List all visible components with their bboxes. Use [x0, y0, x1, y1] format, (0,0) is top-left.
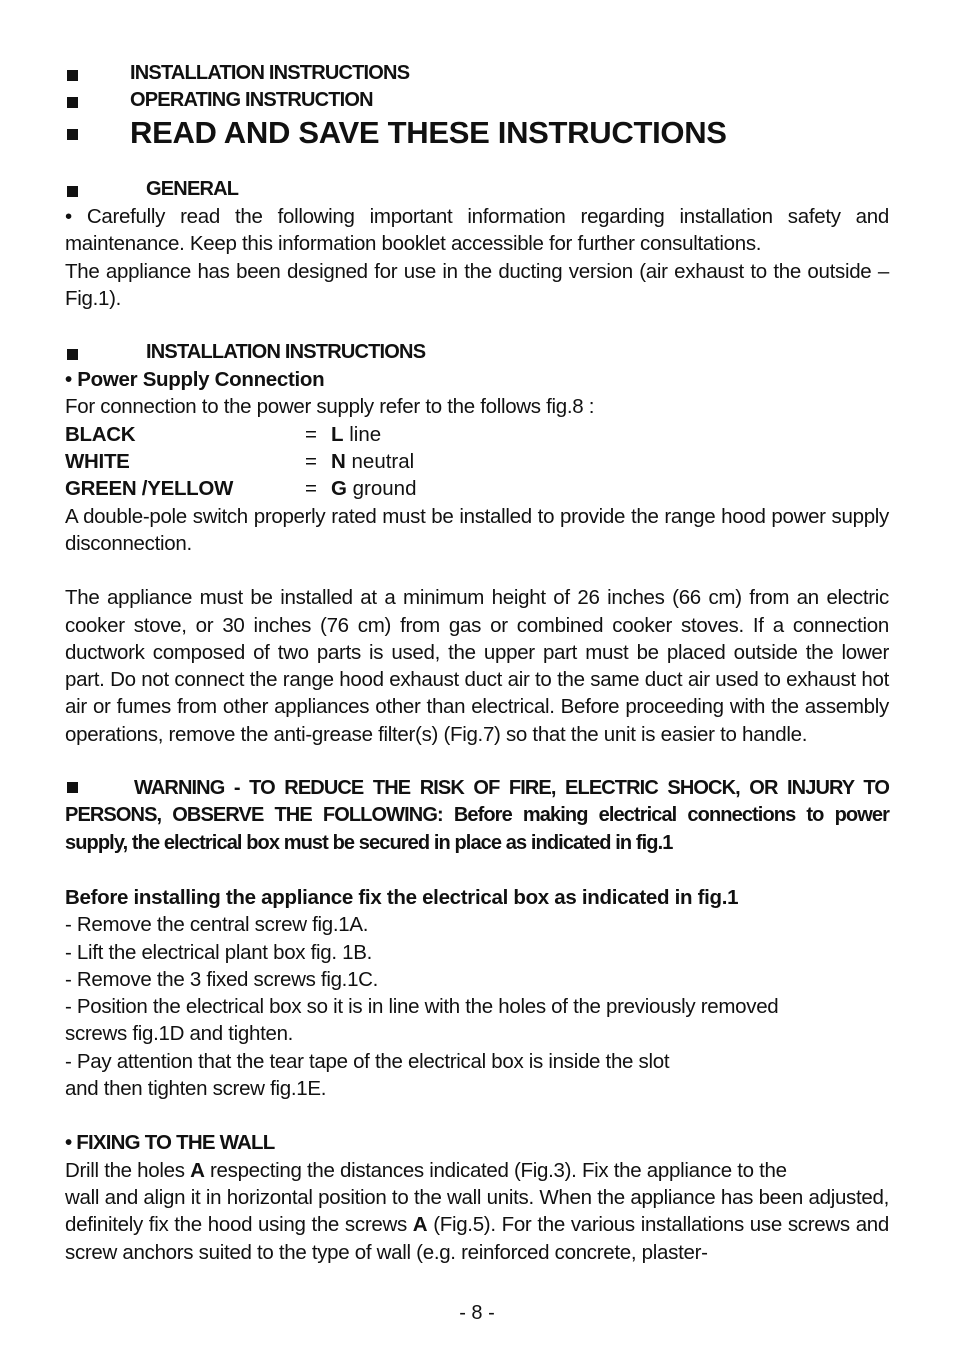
fixing-line-1: [65, 1157, 889, 1184]
wire-color: GREEN /YELLOW: [65, 477, 234, 501]
wire-row-green-yellow: [65, 475, 889, 502]
wire-letter: L: [331, 422, 344, 446]
wire-meaning: ground: [352, 477, 417, 501]
header-installation-label: INSTALLATION INSTRUCTIONS: [130, 62, 410, 84]
header-line-operating: [65, 87, 889, 114]
electrical-box-step: and then tighten screw fig.1E.: [65, 1077, 327, 1101]
fixing-text: wall and align it in horizontal position to the wall units. When the appliance has been adjusted, definitely fix the hood using the screws: [65, 1185, 889, 1237]
wire-row-white: [65, 448, 889, 475]
wire-color: WHITE: [65, 450, 130, 474]
general-heading-row: [65, 176, 889, 203]
power-supply-heading: • Power Supply Connection: [65, 368, 325, 392]
wire-value: [331, 475, 417, 502]
general-paragraph-1: • Carefully read the following important information regarding installation safety and maintenance. Keep this information booklet accessible for further consultations.: [65, 205, 889, 256]
document-page: [65, 60, 889, 1266]
electrical-box-step: - Pay attention that the tear tape of the electrical box is inside the slot: [65, 1049, 670, 1073]
fixing-hole-label: A: [190, 1158, 205, 1182]
wire-value: [331, 421, 381, 448]
wire-meaning: line: [349, 422, 382, 446]
square-bullet-icon: [67, 70, 78, 81]
wire-equals: =: [305, 477, 317, 501]
wire-equals: =: [305, 450, 317, 474]
header-line-title: [65, 114, 889, 154]
square-bullet-icon: [67, 97, 78, 108]
square-bullet-icon: [67, 186, 78, 197]
electrical-box-step: - Remove the central screw fig.1A.: [65, 913, 369, 937]
warning-paragraph: [65, 775, 889, 857]
electrical-box-heading: Before installing the appliance fix the electrical box as indicated in fig.1: [65, 885, 739, 909]
square-bullet-icon: [67, 129, 78, 140]
square-bullet-icon: [67, 782, 78, 793]
fixing-heading: • FIXING TO THE WALL: [65, 1131, 275, 1155]
fixing-text: Drill the holes: [65, 1158, 191, 1182]
general-heading: GENERAL: [146, 178, 239, 200]
wire-equals: =: [305, 422, 317, 446]
wire-color: BLACK: [65, 422, 136, 446]
fixing-screw-label: A: [412, 1213, 428, 1237]
wire-meaning: neutral: [351, 450, 415, 474]
installation-heading-row: [65, 339, 889, 366]
power-supply-intro: For connection to the power supply refer to the follows fig.8 :: [65, 395, 595, 419]
fixing-text: respecting the distances indicated (Fig.3). Fix the appliance to the: [204, 1158, 787, 1182]
electrical-box-step: - Lift the electrical plant box fig. 1B.: [65, 940, 373, 964]
page-number: - 8 -: [459, 1302, 495, 1324]
square-bullet-icon: [67, 349, 78, 360]
installation-heading: INSTALLATION INSTRUCTIONS: [146, 341, 426, 364]
page-title: READ AND SAVE THESE INSTRUCTIONS: [130, 115, 727, 150]
fixing-text: (Fig.5). For the various installations use screws and screw anchors suited to the type of wall (e.g. reinforced concrete, plaster-: [65, 1213, 889, 1264]
wire-letter: N: [331, 450, 346, 474]
wire-letter: G: [331, 477, 347, 501]
electrical-box-step: screws fig.1D and tighten.: [65, 1022, 294, 1046]
electrical-box-step: - Position the electrical box so it is in line with the holes of the previously removed: [65, 995, 779, 1019]
switch-note: A double-pole switch properly rated must be installed to provide the range hood power supply disconnection.: [65, 504, 889, 555]
fixing-paragraph: [65, 1184, 889, 1266]
wire-value: [331, 448, 414, 475]
general-paragraph-2: The appliance has been designed for use in the ducting version (air exhaust to the outside – Fig.1).: [65, 259, 889, 310]
header-line-installation: [65, 60, 889, 87]
wire-row-black: [65, 421, 889, 448]
electrical-box-step: - Remove the 3 fixed screws fig.1C.: [65, 967, 379, 991]
header-operating-label: OPERATING INSTRUCTION: [130, 89, 373, 111]
warning-text: WARNING - TO REDUCE THE RISK OF FIRE, ELECTRIC SHOCK, OR INJURY TO PERSONS, OBSERVE THE FOLLOWING: Before making electrical connections to power supply, the electrical box must be secured in place as indicated in fig.1: [65, 777, 889, 854]
height-note: The appliance must be installed at a minimum height of 26 inches (66 cm) from an electric cooker stove, or 30 inches (76 cm) from gas or combined cooker stoves. If a connection ductwork composed of two parts is used, the upper part must be placed outside the lower part. Do not connect the range hood exhaust duct air to the same duct air used to exhaust hot air or fumes from other appliances other than electrical. Before proceeding with the assembly operations, remove the anti-grease filter(s) (Fig.7) so that the unit is easier to handle.: [65, 586, 889, 746]
